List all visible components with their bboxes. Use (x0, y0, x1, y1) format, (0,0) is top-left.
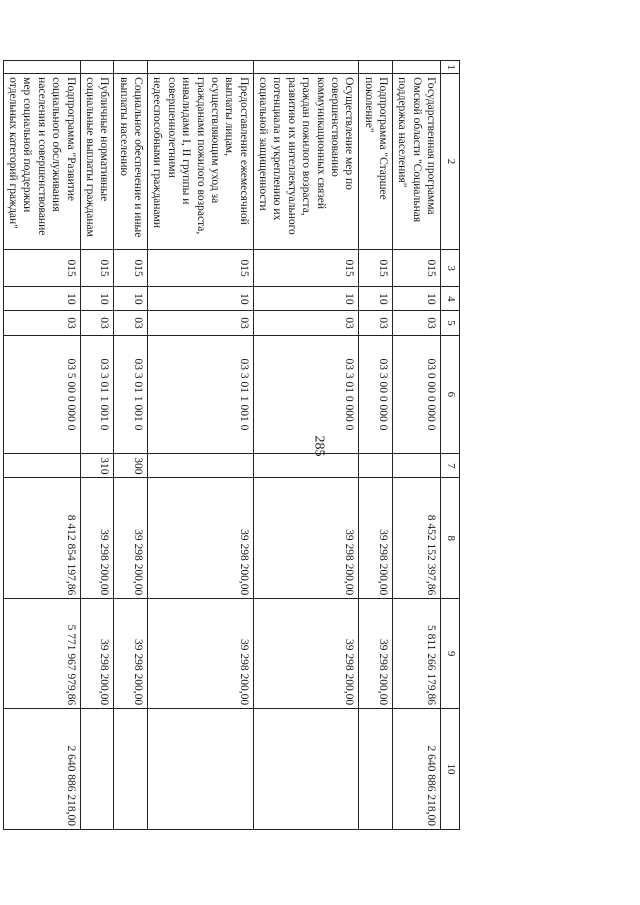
section-code: 10 (393, 287, 441, 311)
ministry-code: 015 (114, 249, 148, 286)
amount-total: 39 298 200,00 (80, 478, 114, 599)
target-article-code: 03 3 01 1 001 0 (148, 335, 254, 454)
table-row (80, 61, 114, 830)
ministry-code: 015 (253, 249, 359, 286)
table-row (3, 61, 80, 830)
section-code: 10 (148, 287, 254, 311)
target-article-code: 03 5 00 0 000 0 (3, 335, 80, 454)
header-col-8: 8 (441, 478, 460, 599)
ministry-code: 015 (148, 249, 254, 286)
target-article-code: 03 3 01 0 000 0 (253, 335, 359, 454)
amount-total: 8 412 854 197,86 (3, 478, 80, 599)
table-row (148, 61, 254, 830)
row-index-cell (3, 61, 80, 74)
header-col-4: 4 (441, 287, 460, 311)
row-name: Подпрограмма "Развитие социального обслуживания населения и совершенствование мер социальной поддержки отдельных категорий граждан" (3, 74, 80, 250)
section-code: 10 (359, 287, 393, 311)
amount-col-10: 2 640 886 218,00 (393, 709, 441, 830)
amount-col-9: 5 811 266 179,86 (393, 599, 441, 709)
amount-col-10 (148, 709, 254, 830)
row-name: Социальное обеспечение и иные выплаты населению (114, 74, 148, 250)
header-col-1: 1 (441, 61, 460, 74)
header-col-9: 9 (441, 599, 460, 709)
budget-sheet (7, 60, 460, 830)
expense-type-code (359, 454, 393, 478)
amount-col-9: 39 298 200,00 (80, 599, 114, 709)
header-col-2: 2 (441, 74, 460, 250)
amount-col-10: 2 640 886 218,00 (3, 709, 80, 830)
subsection-code: 03 (80, 311, 114, 335)
section-code: 10 (114, 287, 148, 311)
subsection-code: 03 (253, 311, 359, 335)
row-name: Предоставление ежемесячной выплаты лицам, осуществляющим уход за гражданами пожилого возраста, инвалидами I, II группы и совершеннолетними недееспособными гражданами (148, 74, 254, 250)
row-name: Осуществление мер по совершенствованию коммуникационных связей граждан пожилого возраста, развитию их интеллектуального потенциала и укреплению их социальной защищенности (253, 74, 359, 250)
amount-total: 8 452 152 397,86 (393, 478, 441, 599)
amount-total: 39 298 200,00 (253, 478, 359, 599)
expense-type-code: 300 (114, 454, 148, 478)
row-name: Государственная программа Омской области "Социальная поддержка населения" (393, 74, 441, 250)
target-article-code: 03 3 01 1 001 0 (80, 335, 114, 454)
header-col-7: 7 (441, 454, 460, 478)
target-article-code: 03 3 01 1 001 0 (114, 335, 148, 454)
header-col-3: 3 (441, 249, 460, 286)
amount-col-10 (359, 709, 393, 830)
header-col-5: 5 (441, 311, 460, 335)
table-row (393, 61, 441, 830)
expense-type-code (253, 454, 359, 478)
amount-col-9: 39 298 200,00 (253, 599, 359, 709)
amount-total: 39 298 200,00 (148, 478, 254, 599)
subsection-code: 03 (148, 311, 254, 335)
expense-type-code (3, 454, 80, 478)
amount-col-10 (253, 709, 359, 830)
row-index-cell (148, 61, 254, 74)
subsection-code: 03 (393, 311, 441, 335)
header-col-6: 6 (441, 335, 460, 454)
row-index-cell (253, 61, 359, 74)
target-article-code: 03 3 00 0 000 0 (359, 335, 393, 454)
row-index-cell (114, 61, 148, 74)
amount-col-10 (114, 709, 148, 830)
page-number: 285 (311, 435, 327, 457)
header-col-10: 10 (441, 709, 460, 830)
amount-col-10 (80, 709, 114, 830)
row-name: Публичные нормативные социальные выплаты гражданам (80, 74, 114, 250)
amount-col-9: 39 298 200,00 (114, 599, 148, 709)
budget-table (3, 60, 460, 830)
row-index-cell (80, 61, 114, 74)
subsection-code: 03 (114, 311, 148, 335)
amount-col-9: 5 771 967 979,86 (3, 599, 80, 709)
table-row (253, 61, 359, 830)
expense-type-code (148, 454, 254, 478)
expense-type-code: 310 (80, 454, 114, 478)
ministry-code: 015 (80, 249, 114, 286)
table-row (114, 61, 148, 830)
amount-col-9: 39 298 200,00 (148, 599, 254, 709)
ministry-code: 015 (393, 249, 441, 286)
row-name: Подпрограмма "Старшее поколение" (359, 74, 393, 250)
amount-total: 39 298 200,00 (114, 478, 148, 599)
expense-type-code (393, 454, 441, 478)
ministry-code: 015 (359, 249, 393, 286)
row-index-cell (393, 61, 441, 74)
header-row (441, 61, 460, 830)
row-index-cell (359, 61, 393, 74)
section-code: 10 (253, 287, 359, 311)
section-code: 10 (3, 287, 80, 311)
ministry-code: 015 (3, 249, 80, 286)
amount-total: 39 298 200,00 (359, 478, 393, 599)
subsection-code: 03 (359, 311, 393, 335)
section-code: 10 (80, 287, 114, 311)
table-row (359, 61, 393, 830)
amount-col-9: 39 298 200,00 (359, 599, 393, 709)
subsection-code: 03 (3, 311, 80, 335)
target-article-code: 03 0 00 0 000 0 (393, 335, 441, 454)
